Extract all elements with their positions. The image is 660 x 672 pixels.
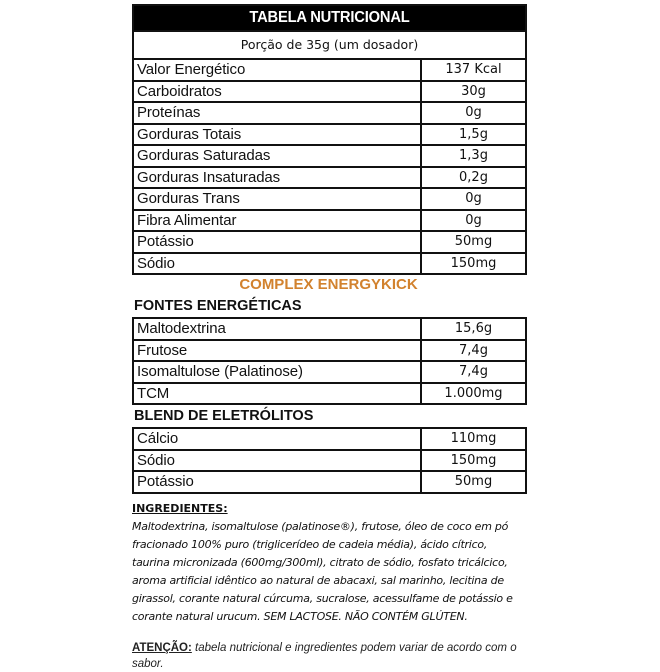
product-name: COMPLEX ENERGYKICK	[239, 276, 418, 293]
table-header	[134, 6, 525, 30]
row-value: 50mg	[454, 234, 493, 249]
table-row	[134, 319, 525, 339]
table-row	[134, 101, 525, 123]
row-value: 7,4g	[459, 342, 488, 358]
table-row	[134, 209, 525, 231]
row-label: Potássio	[134, 472, 422, 492]
table-row	[134, 58, 525, 80]
warning-label: ATENÇÃO:	[132, 641, 192, 654]
row-label: Fibra Alimentar	[134, 211, 422, 231]
table-row	[134, 166, 525, 188]
table-row	[134, 470, 525, 492]
table-row	[134, 360, 525, 382]
row-label: Proteínas	[134, 103, 422, 123]
row-value: 110mg	[450, 431, 497, 446]
electrolytes-title: BLEND DE ELETRÓLITOS	[134, 408, 314, 424]
row-label: Frutose	[134, 341, 422, 361]
row-label: Gorduras Saturadas	[134, 146, 422, 166]
table-row	[134, 339, 525, 361]
warning-text: tabela nutricional e ingredientes podem variar de acordo com o sabor.	[132, 641, 517, 670]
energy-sources-table	[132, 317, 527, 405]
nutrition-rows	[134, 58, 525, 273]
row-value: 50mg	[454, 474, 493, 489]
table-row	[134, 429, 525, 449]
nutrition-table	[132, 4, 527, 275]
warning-note	[132, 640, 527, 672]
row-label: Gorduras Totais	[134, 125, 422, 145]
row-value: 1,3g	[459, 148, 488, 163]
energy-sources-title: FONTES ENERGÉTICAS	[134, 298, 302, 314]
row-value: 1.000mg	[444, 385, 503, 401]
row-label: Gorduras Trans	[134, 189, 422, 209]
row-label: Sódio	[134, 254, 422, 274]
row-label: Sódio	[134, 451, 422, 471]
portion-size: Porção de 35g (um dosador)	[134, 30, 525, 58]
ingredients-text: Maltodextrina, isomaltulose (palatinose®), frutose, óleo de coco em pó fracionado 100% puro (triglicerídeo de cadeia média), ácido cítrico, taurina micronizada (600mg/300ml), citrato de sódio, fosfato tricálcico, aroma artificial idêntico ao natural de abacaxi, sal marinho, lecitina de girassol, corante natural cúrcuma, sucralose, acessulfame de potássio e corante natural urucum. SEM LACTOSE. NÃO CONTÉM GLÚTEN.	[132, 519, 513, 623]
row-label: Gorduras Insaturadas	[134, 168, 422, 188]
table-row	[134, 382, 525, 404]
table-row	[134, 252, 525, 274]
row-value: 0g	[465, 191, 482, 206]
row-value: 30g	[461, 83, 486, 99]
row-value: 0,2g	[459, 169, 488, 185]
row-label: Cálcio	[134, 429, 422, 449]
row-label: Isomaltulose (Palatinose)	[134, 362, 422, 382]
row-value: 150mg	[450, 255, 497, 271]
row-value: 0g	[465, 212, 482, 228]
row-value: 1,5g	[459, 126, 488, 142]
row-label: TCM	[134, 384, 422, 404]
row-value: 7,4g	[459, 364, 488, 379]
nutrition-label	[132, 4, 527, 672]
table-row	[134, 80, 525, 102]
table-row	[134, 230, 525, 252]
table-row	[134, 187, 525, 209]
table-title: TABELA NUTRICIONAL	[150, 6, 510, 30]
row-label: Maltodextrina	[134, 319, 422, 339]
row-label: Carboidratos	[134, 82, 422, 102]
table-row	[134, 144, 525, 166]
row-value: 0g	[465, 105, 482, 120]
table-row	[134, 449, 525, 471]
table-row	[134, 123, 525, 145]
row-label: Valor Energético	[134, 60, 422, 80]
row-value: 137 Kcal	[445, 62, 502, 77]
row-label: Potássio	[134, 232, 422, 252]
electrolytes-table	[132, 427, 527, 494]
ingredients-title: INGREDIENTES:	[132, 501, 228, 515]
row-value: 15,6g	[454, 321, 493, 336]
row-value: 150mg	[450, 452, 497, 468]
